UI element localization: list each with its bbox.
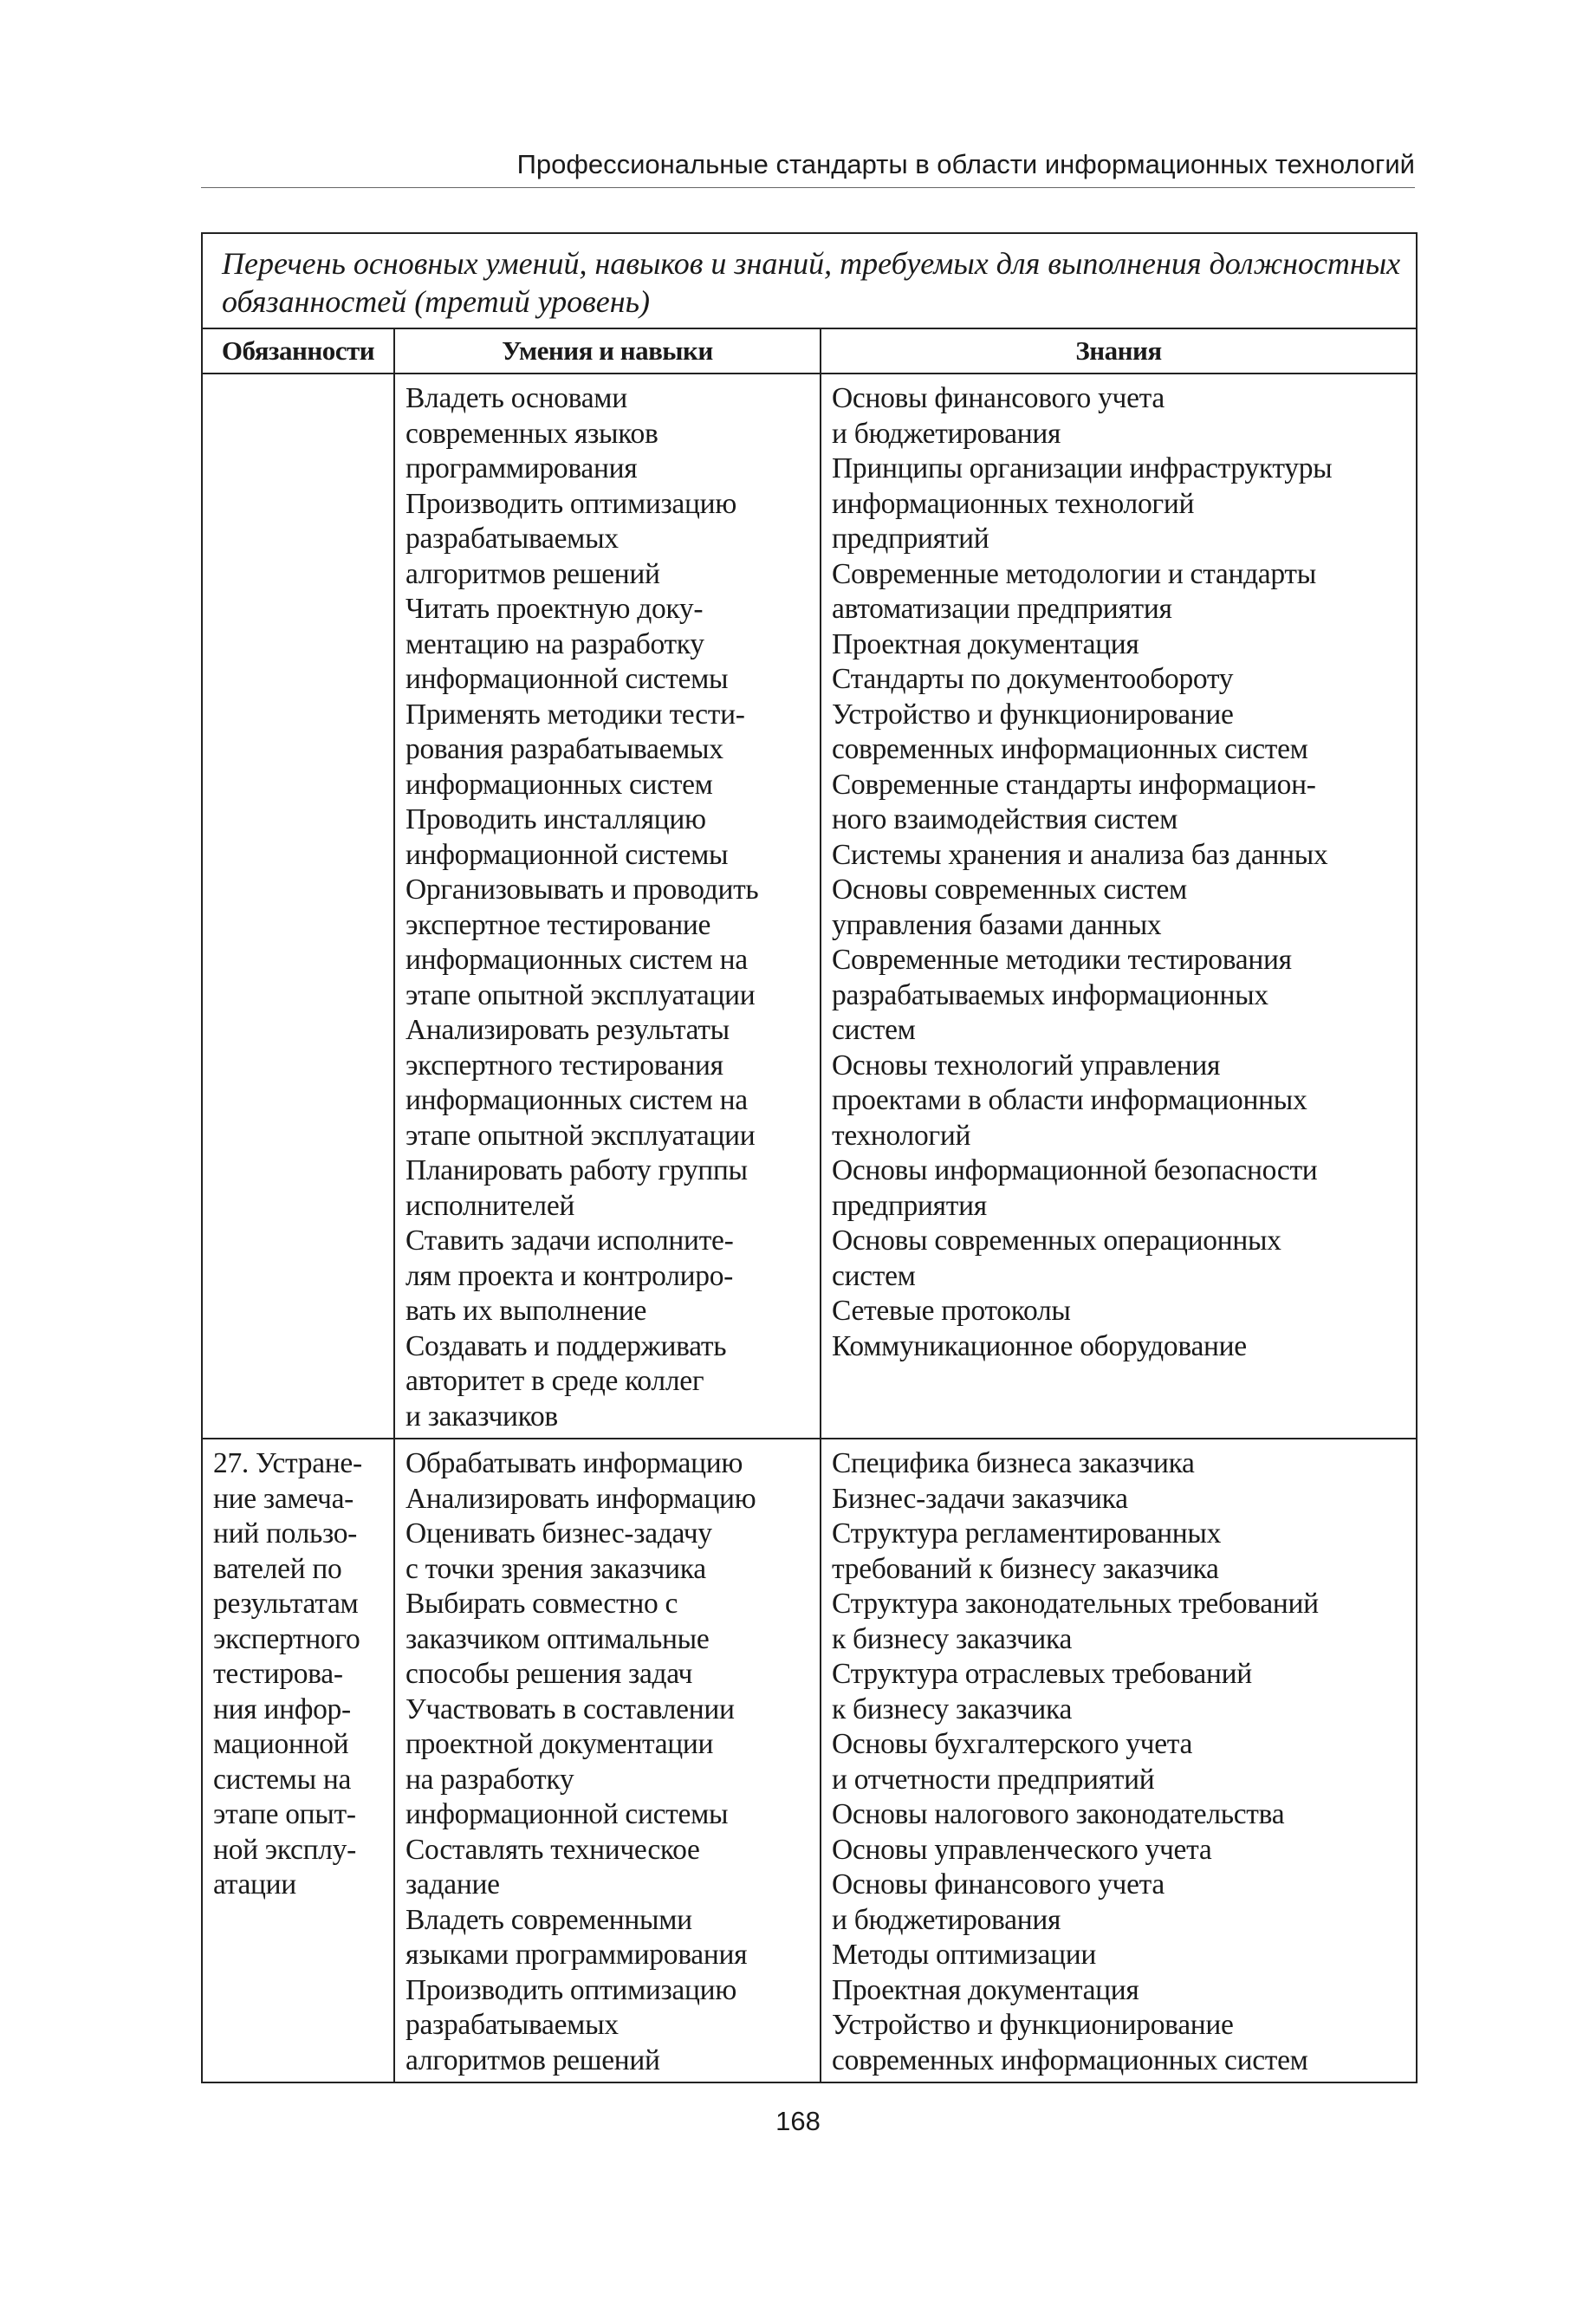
cell-line: Системы хранения и анализа баз данных <box>832 838 1328 871</box>
cell-line: Владеть современными <box>405 1903 692 1936</box>
knowledge-cell <box>821 374 1417 1439</box>
cell-line: Производить оптимизацию <box>405 487 736 520</box>
cell-line: автоматизации предприятия <box>832 593 1172 625</box>
cell-line: Принципы организации инфраструктуры <box>832 452 1333 484</box>
cell-line: Обрабатывать информацию <box>405 1447 743 1479</box>
cell-line: Устройство и функционирование <box>832 698 1234 731</box>
cell-line: системы на <box>213 1763 352 1796</box>
cell-line: авторитет в среде коллег <box>405 1365 704 1397</box>
cell-line: проектной документации <box>405 1728 714 1760</box>
cell-line: Составлять техническое <box>405 1833 700 1866</box>
cell-line: Структура отраслевых требований <box>832 1658 1252 1690</box>
cell-line: атации <box>213 1868 296 1900</box>
cell-line: Проводить инсталляцию <box>405 803 706 835</box>
column-header-knowledge: Знания <box>821 328 1417 374</box>
cell-line: информационной системы <box>405 838 729 871</box>
cell-line: Основы бухгалтерского учета <box>832 1728 1193 1760</box>
cell-line: результатам <box>213 1588 359 1620</box>
competency-table <box>201 232 1418 2083</box>
cell-line: алгоритмов решений <box>405 2043 660 2076</box>
column-header-duties: Обязанности <box>202 328 394 374</box>
cell-line: заказчиком оптимальные <box>405 1622 710 1655</box>
cell-line: Стандарты по документообороту <box>832 663 1234 695</box>
cell-line: Проектная документация <box>832 1973 1139 2006</box>
cell-line: современных информационных систем <box>832 2043 1308 2076</box>
cell-line: программирования <box>405 452 638 484</box>
cell-line: Основы современных систем <box>832 874 1187 906</box>
cell-line: этапе опытной эксплуатации <box>405 1119 756 1152</box>
cell-line: Основы управленческого учета <box>832 1833 1212 1866</box>
cell-line: Основы информационной безопасности <box>832 1154 1318 1186</box>
cell-line: этапе опытной эксплуатации <box>405 978 756 1011</box>
running-header: Профессиональные стандарты в области информационных технологий <box>516 149 1415 179</box>
cell-line: Выбирать совместно с <box>405 1588 678 1620</box>
table-row <box>202 374 1417 1439</box>
cell-line: и бюджетирования <box>832 1903 1061 1936</box>
cell-line: ние замеча- <box>213 1482 354 1515</box>
cell-line: ного взаимодействия систем <box>832 803 1178 835</box>
cell-line: и бюджетирования <box>832 417 1061 450</box>
cell-line: Производить оптимизацию <box>405 1973 736 2006</box>
cell-line: Специфика бизнеса заказчика <box>832 1447 1195 1479</box>
cell-line: и заказчиков <box>405 1400 558 1433</box>
cell-line: информационных систем на <box>405 1084 748 1116</box>
cell-line: ментацию на разработку <box>405 627 704 660</box>
cell-line: Основы налогового законодательства <box>832 1798 1285 1830</box>
cell-line: информационных технологий <box>832 487 1195 520</box>
column-header-skills: Умения и навыки <box>394 328 821 374</box>
cell-line: экспертного <box>213 1622 360 1655</box>
cell-line: Оценивать бизнес-задачу <box>405 1517 712 1550</box>
cell-line: лям проекта и контролиро- <box>405 1259 733 1292</box>
header-rule <box>201 187 1415 188</box>
cell-line: современных языков <box>405 417 659 450</box>
cell-line: технологий <box>832 1119 971 1152</box>
cell-line: ний пользо- <box>213 1517 358 1550</box>
cell-line: информационной системы <box>405 1798 729 1830</box>
cell-line: Основы финансового учета <box>832 1868 1165 1900</box>
cell-line: Создавать и поддерживать <box>405 1329 727 1362</box>
cell-line: экспертного тестирования <box>405 1049 723 1082</box>
cell-line: разрабатываемых <box>405 523 619 555</box>
knowledge-cell <box>821 1439 1417 2082</box>
skills-cell <box>394 1439 821 2082</box>
cell-line: Применять методики тести- <box>405 698 745 731</box>
cell-line: Современные методики тестирования <box>832 944 1292 976</box>
cell-line: исполнителей <box>405 1189 575 1222</box>
cell-line: разрабатываемых <box>405 2009 619 2041</box>
cell-line: Методы оптимизации <box>832 1939 1096 1971</box>
cell-line: Современные стандарты информацион- <box>832 768 1316 801</box>
cell-line: Основы современных операционных <box>832 1225 1281 1257</box>
table-title: Перечень основных умений, навыков и знаний, требуемых для выполнения должностных обязанностей (третий уровень) <box>202 233 1417 328</box>
cell-line: рования разрабатываемых <box>405 733 723 765</box>
cell-line: систем <box>832 1259 916 1292</box>
cell-line: Основы финансового учета <box>832 382 1165 414</box>
cell-line: способы решения задач <box>405 1658 693 1690</box>
cell-line: Проектная документация <box>832 627 1139 660</box>
cell-line: алгоритмов решений <box>405 557 660 590</box>
cell-line: Бизнес-задачи заказчика <box>832 1482 1128 1515</box>
cell-line: современных информационных систем <box>832 733 1308 765</box>
cell-line: 27. Устране- <box>213 1447 362 1479</box>
cell-line: экспертное тестирование <box>405 908 711 941</box>
page-number: 168 <box>775 2106 821 2136</box>
cell-line: вать их выполнение <box>405 1295 647 1327</box>
cell-line: задание <box>405 1868 500 1900</box>
cell-line: Участвовать в составлении <box>405 1693 735 1725</box>
cell-line: предприятий <box>832 523 989 555</box>
cell-line: систем <box>832 1014 916 1046</box>
cell-line: мационной <box>213 1728 349 1760</box>
cell-line: ния инфор- <box>213 1693 351 1725</box>
cell-line: Анализировать информацию <box>405 1482 756 1515</box>
skills-cell <box>394 374 821 1439</box>
cell-line: языками программирования <box>405 1939 748 1971</box>
cell-line: Устройство и функционирование <box>832 2009 1234 2041</box>
cell-line: информационных систем <box>405 768 713 801</box>
cell-line: Планировать работу группы <box>405 1154 748 1186</box>
cell-line: Основы технологий управления <box>832 1049 1221 1082</box>
cell-line: информационных систем на <box>405 944 748 976</box>
cell-line: Современные методологии и стандарты <box>832 557 1316 590</box>
cell-line: Сетевые протоколы <box>832 1295 1071 1327</box>
cell-line: предприятия <box>832 1189 987 1222</box>
duties-cell <box>202 374 394 1439</box>
cell-line: проектами в области информационных <box>832 1084 1307 1116</box>
cell-line: к бизнесу заказчика <box>832 1693 1073 1725</box>
cell-line: тестирова- <box>213 1658 343 1690</box>
cell-line: требований к бизнесу заказчика <box>832 1552 1219 1585</box>
cell-line: управления базами данных <box>832 908 1162 941</box>
cell-line: Анализировать результаты <box>405 1014 730 1046</box>
cell-line: Ставить задачи исполните- <box>405 1225 734 1257</box>
cell-line: этапе опыт- <box>213 1798 356 1830</box>
cell-line: Структура регламентированных <box>832 1517 1222 1550</box>
cell-line: вателей по <box>213 1552 342 1585</box>
table-row <box>202 1439 1417 2082</box>
cell-line: к бизнесу заказчика <box>832 1622 1073 1655</box>
cell-line: Коммуникационное оборудование <box>832 1329 1247 1362</box>
cell-line: с точки зрения заказчика <box>405 1552 706 1585</box>
cell-line: Структура законодательных требований <box>832 1588 1319 1620</box>
cell-line: информационной системы <box>405 663 729 695</box>
cell-line: ной эксплу- <box>213 1833 356 1866</box>
cell-line: разрабатываемых информационных <box>832 978 1268 1011</box>
cell-line: на разработку <box>405 1763 574 1796</box>
cell-line: Владеть основами <box>405 382 627 414</box>
cell-line: Организовывать и проводить <box>405 874 759 906</box>
cell-line: Читать проектную доку- <box>405 593 704 625</box>
cell-line: и отчетности предприятий <box>832 1763 1155 1796</box>
duties-cell <box>202 1439 394 2082</box>
